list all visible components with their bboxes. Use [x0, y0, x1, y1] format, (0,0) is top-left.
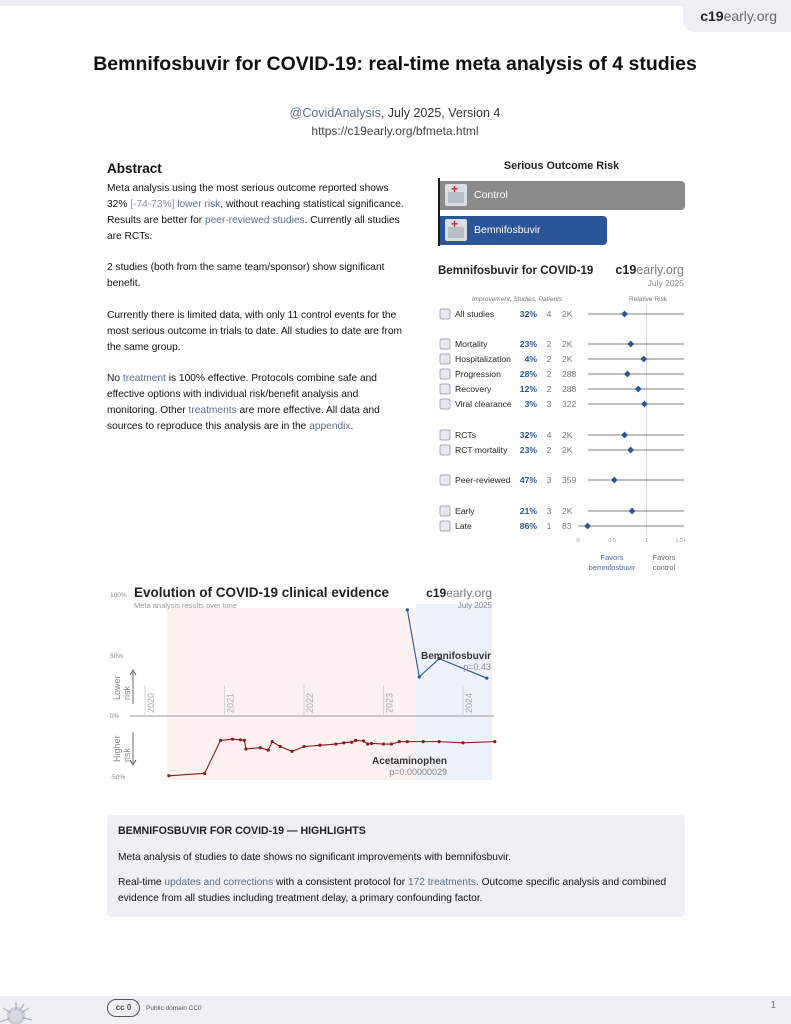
forest-row-label: Progression: [455, 369, 501, 379]
mortality-icon: [440, 339, 450, 349]
forest-row: [440, 521, 684, 531]
y-tick-minus-50: -50%: [110, 774, 126, 781]
brand-tab[interactable]: [683, 0, 791, 32]
treatment-label: Bemnifosbuvir: [474, 224, 541, 236]
treatment-series-p: p=0.43: [463, 662, 491, 672]
reference-point: [390, 742, 393, 745]
treatment-band: [416, 604, 492, 780]
treatments-count-link[interactable]: 172 treatments: [407, 877, 476, 888]
favors-right-label: Favors: [652, 553, 676, 562]
treatment-point: [406, 608, 409, 611]
reference-point: [219, 739, 222, 742]
abstract-paragraph-3: Currently there is limited data, with only 11 control events for the most serious outcome in trials to date. All studies to date are from the same group.: [107, 309, 403, 353]
reference-point: [362, 739, 365, 742]
forest-row-label: Late: [455, 521, 472, 531]
forest-row-patients: 2K: [562, 445, 573, 455]
y-tick-0: 0%: [110, 713, 120, 720]
late-icon: [440, 521, 450, 531]
forest-date: July 2025: [647, 278, 684, 288]
reference-point: [366, 742, 369, 745]
forest-rr-header: Relative Risk: [629, 296, 667, 303]
byline: @CovidAnalysis, July 2025, Version 4: [289, 106, 501, 120]
favors-left-drug: bemnifosbuvir: [588, 563, 636, 572]
year-label: 2022: [305, 692, 315, 713]
forest-tick-label: 1: [644, 538, 649, 544]
forest-row-estimate: [621, 311, 628, 318]
reference-point: [438, 740, 441, 743]
highlights-box: [107, 815, 685, 917]
reference-point: [370, 742, 373, 745]
forest-row-improvement: 23%: [519, 339, 537, 349]
higher-risk-label: [112, 735, 132, 762]
cc-license-icon: cc 0: [107, 999, 140, 1017]
forest-row-label: RCT mortality: [455, 445, 508, 455]
forest-row-patients: 2K: [562, 506, 573, 516]
author-link[interactable]: @CovidAnalysis: [289, 106, 381, 120]
top-bar: [0, 0, 791, 6]
reference-point: [244, 747, 247, 750]
forest-row-label: Peer-reviewed: [455, 475, 511, 485]
treatment-point: [418, 675, 421, 678]
reference-point: [493, 740, 496, 743]
forest-row-estimate: [627, 341, 634, 348]
year-label: 2024: [464, 692, 474, 713]
reference-point: [350, 741, 353, 744]
svg-text:Higher: Higher: [112, 735, 122, 762]
forest-row-improvement: 32%: [519, 309, 537, 319]
forest-row-studies: 2: [546, 445, 552, 455]
forest-logo: c19early.org: [615, 263, 684, 277]
forest-row: [440, 430, 684, 440]
svg-text:Lower: Lower: [112, 675, 122, 700]
lower-risk-label: [112, 675, 132, 700]
forest-row-improvement: 32%: [519, 430, 537, 440]
all-studies-icon: [440, 309, 450, 319]
control-label: Control: [474, 189, 508, 201]
forest-row: [440, 445, 684, 455]
svg-text:risk: risk: [122, 748, 132, 762]
abstract-body: [107, 181, 407, 450]
forest-row-patients: 83: [562, 521, 572, 531]
reference-point: [243, 739, 246, 742]
peer-review-icon: [440, 475, 450, 485]
highlights-paragraph-1: Meta analysis of studies to date shows no significant improvements with bemnifosbuvir.: [118, 852, 511, 863]
svg-text:risk: risk: [122, 686, 132, 700]
reference-point: [382, 742, 385, 745]
control-bar: [440, 181, 685, 210]
forest-row-studies: 2: [546, 369, 552, 379]
reference-point: [354, 739, 357, 742]
reference-point: [203, 772, 206, 775]
progression-icon: [440, 369, 450, 379]
year-label: 2021: [225, 692, 236, 713]
evolution-title: Evolution of COVID-19 clinical evidence: [134, 585, 390, 600]
forest-row: [440, 339, 684, 349]
rct-icon: [440, 430, 450, 440]
forest-row-label: RCTs: [455, 430, 477, 440]
forest-row-estimate: [584, 523, 591, 530]
footer: [0, 996, 791, 1024]
reference-point: [279, 745, 282, 748]
evolution-date: July 2025: [457, 601, 492, 610]
reference-point: [318, 744, 321, 747]
reference-series-name: Acetaminophen: [371, 756, 447, 767]
year-label: 2020: [146, 692, 156, 713]
reference-point: [239, 738, 242, 741]
lower-risk-link[interactable]: lower risk: [177, 199, 221, 211]
forest-row-studies: 2: [546, 354, 552, 364]
forest-row: [440, 384, 684, 394]
treatments-link[interactable]: treatments: [188, 405, 237, 417]
mortality-icon: [440, 445, 450, 455]
reference-point: [406, 740, 409, 743]
reference-band: [167, 608, 417, 780]
virus-icon: [0, 996, 42, 1024]
forest-row-patients: 288: [562, 384, 577, 394]
abstract-heading: Abstract: [107, 161, 162, 176]
reference-point: [167, 774, 170, 777]
forest-rows: [440, 309, 684, 531]
license-text: Public domain CC0: [146, 1005, 202, 1012]
forest-row-improvement: 4%: [524, 354, 537, 364]
brand-logo[interactable]: c19early.org: [700, 8, 777, 24]
forest-row-label: Hospitalization: [455, 354, 511, 364]
forest-row-patients: 2K: [562, 354, 573, 364]
updates-link[interactable]: updates and corrections: [164, 877, 274, 888]
y-tick-100: 100%: [110, 592, 127, 599]
forest-row-estimate: [635, 386, 642, 393]
highlights-paragraph-2: Real-time updates and corrections with a consistent protocol for 172 treatments. Outcome specific analysis and combined evidence from all studies including treatment delay, a primary confounding factor.: [118, 877, 667, 904]
page-title: Bemnifosbuvir for COVID-19: real-time meta analysis of 4 studies: [93, 53, 697, 75]
favors-right-control: control: [652, 563, 676, 572]
abstract-paragraph-2: 2 studies (both from the same team/sponsor) show significant benefit.: [107, 262, 385, 290]
evolution-chart: [100, 580, 500, 785]
forest-row-studies: 2: [546, 339, 552, 349]
highlights-heading: BEMNIFOSBUVIR FOR COVID-19 — HIGHLIGHTS: [118, 825, 366, 837]
reference-point: [267, 749, 270, 752]
reference-point: [334, 742, 337, 745]
reference-series-p: p=0.00000029: [389, 767, 447, 777]
hospital-bed-icon: [445, 219, 467, 241]
forest-row-studies: 3: [546, 475, 552, 485]
forest-row: [440, 354, 684, 364]
forest-row-improvement: 12%: [519, 384, 537, 394]
forest-title: Bemnifosbuvir for COVID-19: [438, 265, 594, 277]
reference-point: [231, 738, 234, 741]
forest-row-label: All studies: [455, 309, 495, 319]
forest-row-patients: 2K: [562, 309, 573, 319]
forest-row-improvement: 86%: [519, 521, 537, 531]
forest-row-studies: 1: [546, 521, 552, 531]
peer-reviewed-link[interactable]: peer-reviewed studies: [204, 215, 305, 227]
forest-row-patients: 2K: [562, 430, 573, 440]
evolution-logo: c19early.org: [426, 586, 492, 600]
early-icon: [440, 506, 450, 516]
reference-point: [302, 745, 305, 748]
recovery-icon: [440, 384, 450, 394]
reference-point: [422, 740, 425, 743]
treatment-point: [485, 677, 488, 680]
forest-row-estimate: [621, 432, 628, 439]
document-url[interactable]: https://c19early.org/bfmeta.html: [311, 124, 479, 138]
forest-ticks: [576, 538, 686, 544]
y-tick-50: 50%: [110, 653, 124, 660]
forest-row-studies: 3: [546, 399, 552, 409]
forest-row-estimate: [627, 447, 634, 454]
forest-row-label: Mortality: [455, 339, 488, 349]
forest-row-improvement: 21%: [519, 506, 537, 516]
forest-row-label: Recovery: [455, 384, 492, 394]
forest-row-studies: 4: [546, 430, 552, 440]
hospital-bed-icon: [445, 184, 467, 206]
favors-left-label: Favors: [600, 553, 624, 562]
forest-row-improvement: 3%: [524, 399, 537, 409]
forest-tick-label: 0: [576, 538, 580, 544]
forest-row: [440, 369, 684, 379]
virus-icon: [440, 399, 450, 409]
forest-row-estimate: [624, 371, 631, 378]
forest-row-label: Viral clearance: [455, 399, 512, 409]
hospital-icon: [440, 354, 450, 364]
forest-row-improvement: 47%: [519, 475, 537, 485]
forest-row: [440, 399, 684, 409]
forest-row-patients: 322: [562, 399, 577, 409]
reference-point: [259, 746, 262, 749]
forest-row-estimate: [629, 508, 636, 515]
forest-col-header: Improvement, Studies, Patients: [471, 296, 563, 303]
reference-point: [461, 741, 464, 744]
treatment-bar: [440, 216, 607, 245]
year-label: 2023: [384, 692, 395, 713]
forest-row-studies: 2: [546, 384, 552, 394]
page-number: 1: [770, 1000, 776, 1011]
forest-row-studies: 3: [546, 506, 552, 516]
forest-row-patients: 2K: [562, 339, 573, 349]
treatment-series-name: Bemnifosbuvir: [420, 651, 491, 662]
serious-outcome-title: Serious Outcome Risk: [503, 160, 620, 172]
evolution-subtitle: Meta analysis results over time: [134, 601, 237, 610]
forest-row-patients: 288: [562, 369, 577, 379]
forest-plot: [432, 258, 692, 578]
reference-point: [398, 740, 401, 743]
forest-row-label: Early: [455, 506, 475, 516]
forest-row: [440, 506, 684, 516]
reference-point: [342, 741, 345, 744]
treatment-link[interactable]: treatment: [122, 372, 166, 384]
ci-link[interactable]: [-74-73%]: [130, 199, 175, 211]
reference-point: [290, 750, 293, 753]
abstract-paragraph-1: Meta analysis using the most serious outcome reported shows 32% [-74-73%] lower risk, without reaching statistical significance. Results are better for peer-reviewed studies. Currently all studies are RCTs.: [107, 183, 404, 243]
forest-row-patients: 359: [562, 475, 577, 485]
forest-row-studies: 4: [546, 309, 552, 319]
forest-row: [440, 475, 684, 485]
forest-row-estimate: [611, 477, 618, 484]
forest-row: [440, 309, 684, 319]
forest-tick-label: 0.5: [608, 538, 617, 544]
abstract-paragraph-4: No treatment is 100% effective. Protocols combine safe and effective options with individual risk/benefit analysis and monitoring. Other treatments are more effective. All data and sources to reproduce this analysis are in the appendix.: [107, 372, 380, 433]
forest-row-improvement: 23%: [519, 445, 537, 455]
reference-point: [271, 740, 274, 743]
appendix-link[interactable]: appendix: [309, 421, 351, 433]
forest-row-improvement: 28%: [519, 369, 537, 379]
forest-tick-label: 1.5+: [675, 538, 687, 544]
